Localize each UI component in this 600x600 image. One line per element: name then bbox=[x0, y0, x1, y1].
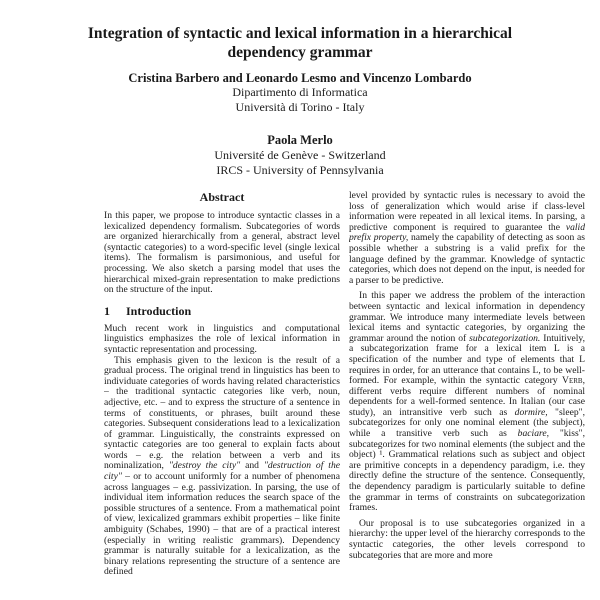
author-list: Cristina Barbero and Leonardo Lesmo and Vincenzo Lombardo bbox=[128, 71, 472, 85]
intro-paragraph-1: Much recent work in linguistics and computational linguistics emphasizes the role of lexical information in syntactic representation and processing. bbox=[104, 322, 340, 355]
abstract-text: In this paper, we propose to introduce syntactic classes in a lexicalized dependency formalism. Subcategories of words are organized hierarchically from a general, abstract level (syntactic categories) to a word-specific level (single lexical items). The formalism is parsimonious, and useful for processing. We also sketch a parsing model that uses the hierarchical mixed-grain representation to make predictions on the structure of the input. bbox=[104, 210, 340, 296]
affiliation-1-university: Università di Torino - Italy bbox=[235, 100, 365, 114]
author-2: Paola Merlo bbox=[267, 133, 333, 147]
intro-paragraph-2: This emphasis given to the lexicon is the result of a gradual process. The original trend in linguistics has been to individuate categories of words having related characteristics – the traditional syntactic categories like verb, noun, adjective, etc. – and to express the structure of a sentence in terms of constituents, or phrases, built around these categories. Subsequent considerations lead to a lexicalization of grammar. Linguistically, the constraints expressed on syntactic categories are too general to explain facts about words – e.g. the relation between a verb and its nominalization, "destroy the city" and "destruction of the city" – or to account uniformly for a number of phenomena across languages – e.g. passivization. In parsing, the use of individual item information reduces the search space of the possible structures of a sentence. From a mathematical point of view, lexicalized grammars exhibit properties – like finite ambiguity (Schabes, 1990) – that are of a practical interest (especially in writing realistic grammars). Dependency grammar is naturally suitable for a lexicalization, as the binary relations representing the structure of a sentence are defined bbox=[104, 354, 340, 578]
abstract-heading: Abstract bbox=[199, 190, 245, 204]
affiliation-2-institute: IRCS - University of Pennsylvania bbox=[216, 163, 384, 177]
title-line-2: dependency grammar bbox=[227, 44, 373, 61]
affiliation-1 bbox=[60, 85, 540, 115]
paper-title bbox=[60, 24, 540, 62]
affiliation-2 bbox=[60, 148, 540, 178]
left-column bbox=[104, 190, 340, 600]
right-column bbox=[349, 191, 585, 600]
affiliation-1-department: Dipartimento di Informatica bbox=[232, 85, 368, 99]
title-line-1: Integration of syntactic and lexical information in a hierarchical bbox=[87, 25, 513, 42]
section-heading bbox=[104, 304, 340, 319]
right-paragraph-3: Our proposal is to use subcategories organized in a hierarchy: the upper level of the hierarchy corresponds to the syntactic categories, the other levels correspond to subcategories that are more and more bbox=[349, 517, 585, 561]
right-paragraph-2: In this paper we address the problem of the interaction between syntactic and lexical information in dependency grammar. We introduce many intermediate levels between lexical items and syntactic categories, by organizing the grammar around the notion of subcategorization. Intuitively, a subcategorization frame for a lexical item L is a specification of the number and type of elements that L requires in order, for an utterance that contains L, to be well-formed. For example, within the syntactic category Verb, different verbs require different numbers of nominal dependents for a well-formed sentence. In Italian (our case study), an intransitive verb such as dormire, "sleep", subcategorizes for only one nominal element (the subject), while a transitive verb such as baciare, "kiss", subcategorizes for two nominal elements (the subject and the object) ¹. Grammatical relations such as subject and object are primitive concepts in a dependency paradigm, i.e. they directly define the structure of the sentence. Consequently, the dependency paradigm is particularly suitable to define the grammar in terms of constraints on subcategorization frames. bbox=[349, 290, 585, 514]
section-title: Introduction bbox=[126, 303, 192, 318]
right-paragraph-1: level provided by syntactic rules is necessary to avoid the loss of generalization which would arise if class-level information were repeated in all lexical items. In parsing, a predictive component is required to guarantee the valid prefix property, namely the capability of detecting as soon as possible whether a substring is a valid prefix for the language defined by the grammar. Knowledge of syntactic categories, which does not depend on the input, is needed for a parser to be predictive. bbox=[349, 191, 585, 286]
section-number: 1 bbox=[104, 303, 110, 318]
affiliation-2-university: Université de Genève - Switzerland bbox=[214, 148, 386, 162]
